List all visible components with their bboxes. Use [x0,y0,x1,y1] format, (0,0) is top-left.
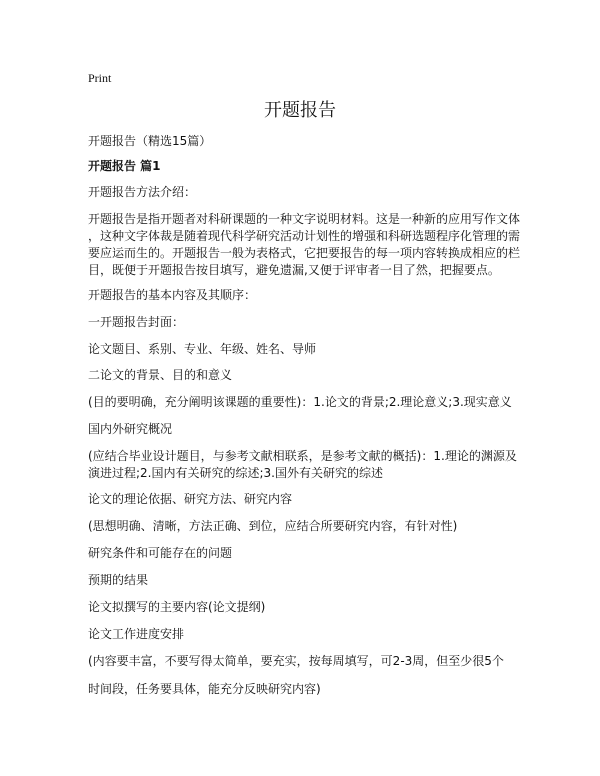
expected-heading: 预期的结果 [88,573,149,587]
research-overview-desc: 演进过程;2.国内有关研究的综述;3.国外有关研究的综述 [88,466,383,480]
page-title: 开题报告 [264,100,336,121]
outline-heading: 论文拟撰写的主要内容(论文提纲) [88,600,266,614]
section-heading: 开题报告 篇1 [88,159,161,173]
intro-para-line: ，这种文字体裁是随着现代科学研究活动计划性的增强和科研选题程序化管理的需 [88,229,521,243]
background-heading: 二论文的背景、目的和意义 [88,368,233,382]
research-overview-desc: (应结合毕业设计题目，与参考文献相联系，是参考文献的概括)：1.理论的渊源及 [88,449,517,463]
cover-items: 论文题目、系别、专业、年级、姓名、导师 [88,342,317,356]
background-desc: (目的要明确，充分阐明该课题的重要性)：1.论文的背景;2.理论意义;3.现实意义 [88,395,512,409]
schedule-desc: 时间段，任务要具体，能充分反映研究内容) [88,682,321,696]
contents-label: 开题报告的基本内容及其顺序： [88,288,257,302]
print-link[interactable]: Print [88,71,112,85]
theory-heading: 论文的理论依据、研究方法、研究内容 [88,492,293,506]
intro-para-line: 要应运而生的。开题报告一般为表格式，它把要报告的每一项内容转换成相应的栏 [88,246,521,260]
intro-label: 开题报告方法介绍： [88,185,197,199]
schedule-desc: (内容要丰富，不要写得太简单，要充实，按每周填写，可2-3周，但至少很5个 [88,654,504,668]
theory-desc: (思想明确、清晰，方法正确、到位，应结合所要研究内容，有针对性) [88,519,458,533]
intro-para-line: 开题报告是指开题者对科研课题的一种文字说明材料。这是一种新的应用写作文体 [88,212,521,226]
conditions-heading: 研究条件和可能存在的问题 [88,546,233,560]
subtitle: 开题报告（精选15篇） [88,134,212,148]
research-overview-heading: 国内外研究概况 [88,422,173,436]
intro-para-line: 目，既便于开题报告按目填写，避免遗漏,又便于评审者一目了然，把握要点。 [88,263,500,277]
cover-heading: 一开题报告封面： [88,315,185,329]
schedule-heading: 论文工作进度安排 [88,627,185,641]
